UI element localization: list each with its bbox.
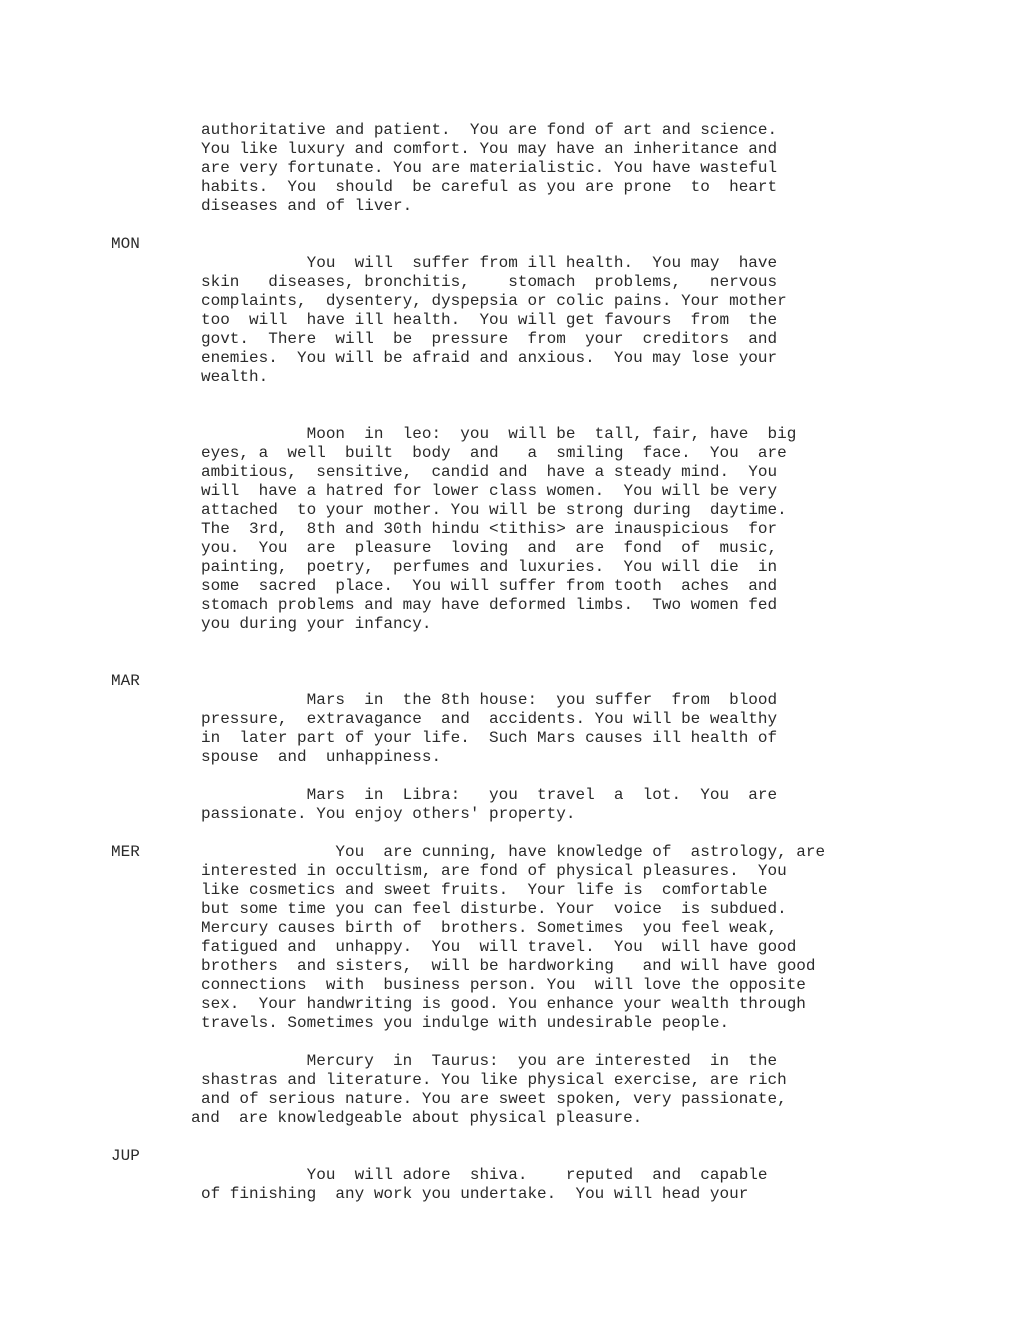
text-line: Mercury in Taurus: you are interested in the (201, 1052, 778, 1070)
text-line: You will adore shiva. reputed and capable (201, 1166, 768, 1184)
text-line: some sacred place. You will suffer from tooth aches and (201, 577, 778, 595)
text-line: diseases and of liver. (201, 197, 413, 215)
text-line: govt. There will be pressure from your creditors and (201, 330, 778, 348)
text-line: You like luxury and comfort. You may have an inheritance and (201, 140, 778, 158)
text-line: You will suffer from ill health. You may have (201, 254, 778, 272)
text-line: wealth. (201, 368, 269, 386)
text-line: interested in occultism, are fond of physical pleasures. You (201, 862, 787, 880)
text-line: skin diseases, bronchitis, stomach problems, nervous (201, 273, 778, 291)
text-line: passionate. You enjoy others' property. (201, 805, 576, 823)
section-label-mar: MAR (111, 672, 140, 690)
text-line: connections with business person. You will love the opposite (201, 976, 806, 994)
text-line: painting, poetry, perfumes and luxuries. You will die in (201, 558, 778, 576)
text-line: complaints, dysentery, dyspepsia or colic pains. Your mother (201, 292, 787, 310)
text-line: authoritative and patient. You are fond of art and science. (201, 121, 778, 139)
text-line: fatigued and unhappy. You will travel. You will have good (201, 938, 797, 956)
text-line: you. You are pleasure loving and are fond of music, (201, 539, 778, 557)
text-line: enemies. You will be afraid and anxious. You may lose your (201, 349, 778, 367)
text-line: shastras and literature. You like physical exercise, are rich (201, 1071, 787, 1089)
text-line: will have a hatred for lower class women. You will be very (201, 482, 778, 500)
text-line: Mercury causes birth of brothers. Sometimes you feel weak, (201, 919, 778, 937)
text-line: pressure, extravagance and accidents. You will be wealthy (201, 710, 778, 728)
section-label-mon: MON (111, 235, 140, 253)
text-line: Mars in the 8th house: you suffer from blood (201, 691, 778, 709)
text-line: habits. You should be careful as you are prone to heart (201, 178, 778, 196)
text-line: brothers and sisters, will be hardworking and will have good (201, 957, 816, 975)
text-line: sex. Your handwriting is good. You enhance your wealth through (201, 995, 806, 1013)
text-line: but some time you can feel disturbe. Your voice is subdued. (201, 900, 787, 918)
text-line: eyes, a well built body and a smiling face. You are (201, 444, 787, 462)
text-line: spouse and unhappiness. (201, 748, 442, 766)
text-line: attached to your mother. You will be strong during daytime. (201, 501, 787, 519)
text-line: of finishing any work you undertake. You will head your (201, 1185, 749, 1203)
text-line: like cosmetics and sweet fruits. Your life is comfortable (201, 881, 768, 899)
text-line: Moon in leo: you will be tall, fair, have big (201, 425, 797, 443)
text-line: You are cunning, have knowledge of astrology, are (201, 843, 826, 861)
section-label-jup: JUP (111, 1147, 140, 1165)
text-line: and of serious nature. You are sweet spoken, very passionate, (201, 1090, 787, 1108)
text-line: and are knowledgeable about physical pleasure. (191, 1109, 643, 1127)
text-line: you during your infancy. (201, 615, 432, 633)
text-line: ambitious, sensitive, candid and have a steady mind. You (201, 463, 778, 481)
text-line: The 3rd, 8th and 30th hindu <tithis> are inauspicious for (201, 520, 778, 538)
text-line: travels. Sometimes you indulge with undesirable people. (201, 1014, 730, 1032)
text-line: in later part of your life. Such Mars causes ill health of (201, 729, 778, 747)
section-label-mer: MER (111, 843, 140, 861)
text-line: stomach problems and may have deformed limbs. Two women fed (201, 596, 778, 614)
text-line: Mars in Libra: you travel a lot. You are (201, 786, 778, 804)
text-line: too will have ill health. You will get favours from the (201, 311, 778, 329)
text-line: are very fortunate. You are materialistic. You have wasteful (201, 159, 778, 177)
